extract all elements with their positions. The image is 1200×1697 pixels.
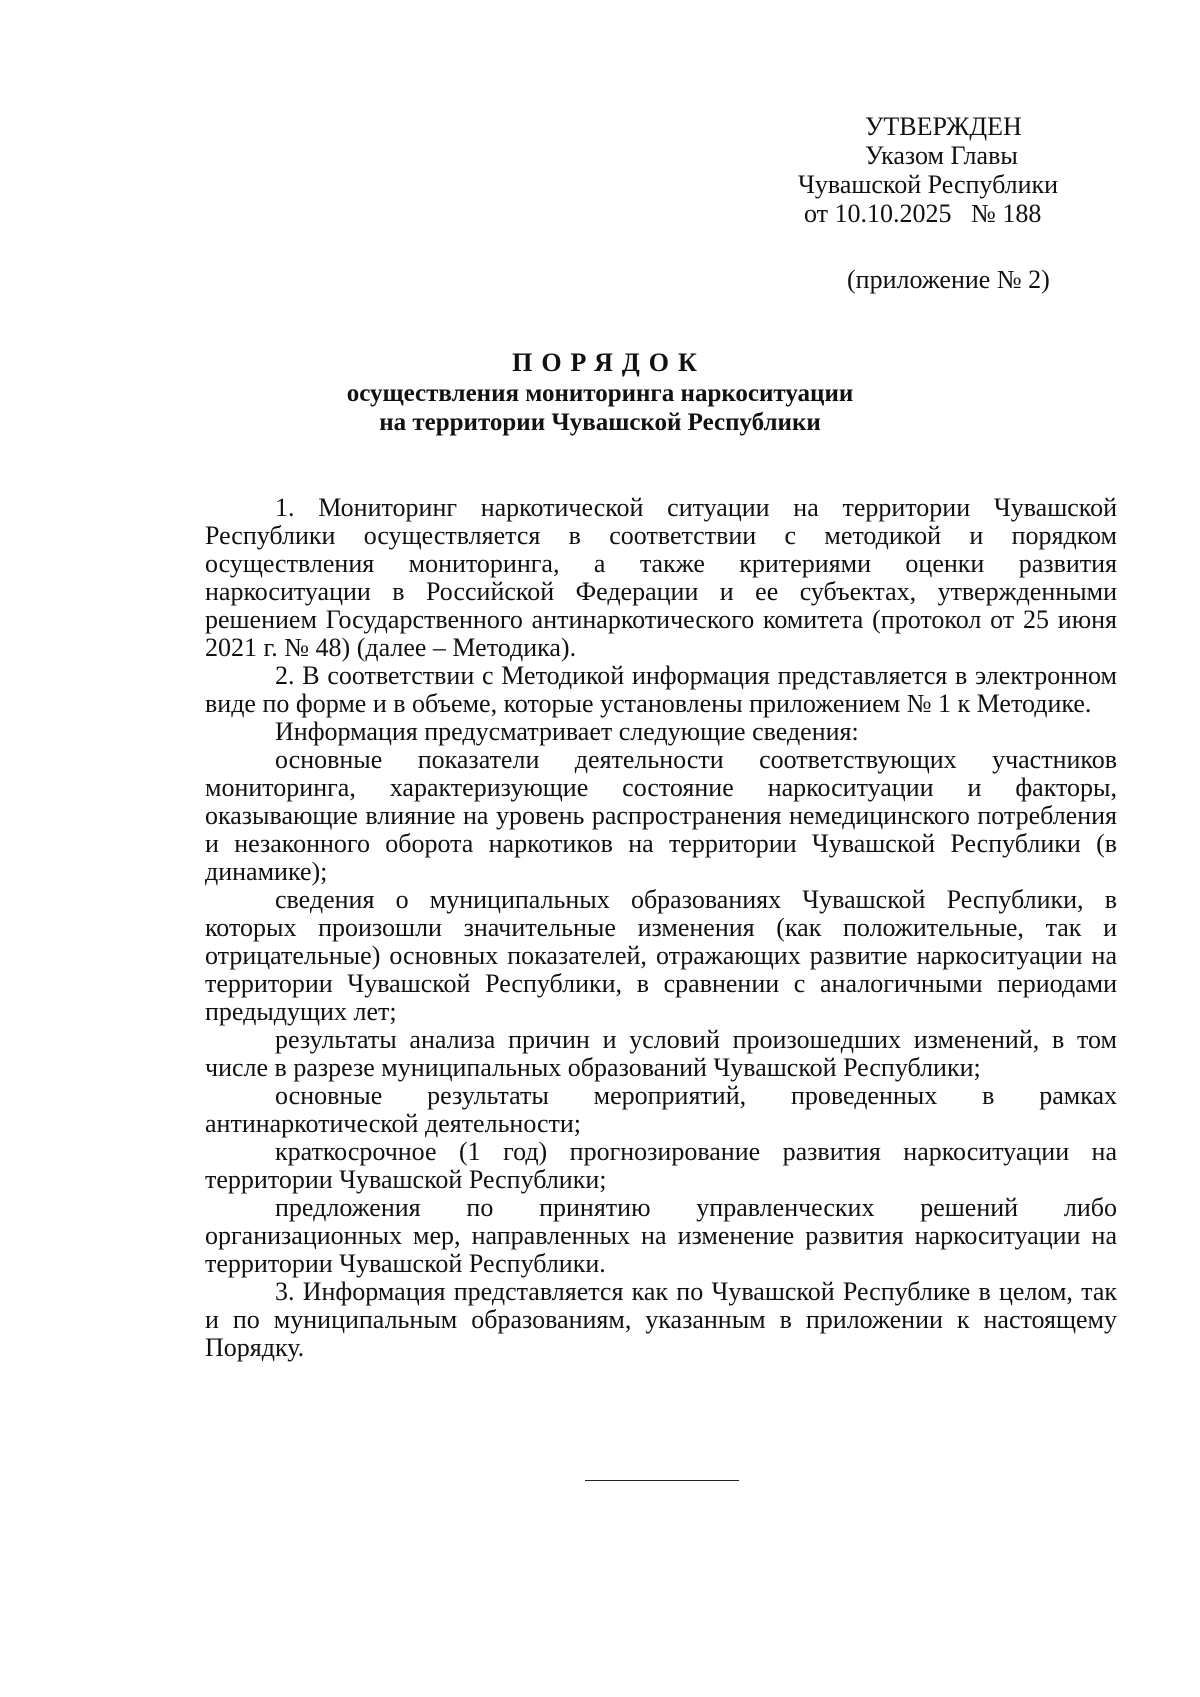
approval-date-number: от 10.10.2025 № 188	[804, 199, 1042, 228]
approval-authority: Указом Главы	[865, 141, 1018, 170]
list-item: основные показатели деятельности соответствующих участников мониторинга, характеризующие состояние наркоситуации и факторы, оказывающие влияние на уровень распространения немедицинского потребления и незаконного оборота наркотиков на территории Чувашской Республики (в динамике);	[205, 745, 1117, 886]
paragraph-1: 1. Мониторинг наркотической ситуации на территории Чувашской Республики осуществляется в соответствии с методикой и порядком осуществления мониторинга, а также критериями оценки развития наркоситуации в Российской Федерации и ее субъектах, утвержденными решением Государственного антинаркотического комитета (протокол от 25 июня 2021 г. № 48) (далее – Методика).	[205, 493, 1117, 662]
paragraph-2: 2. В соответствии с Методикой информация представляется в электронном виде по форме и в объеме, которые установлены приложением № 1 к Методике.	[205, 661, 1117, 718]
document-title-block	[0, 347, 1200, 437]
approval-status: УТВЕРЖДЕН	[865, 112, 1022, 141]
document-subtitle-line-1: осуществления мониторинга наркоситуации	[346, 380, 854, 407]
approval-region: Чувашской Республики	[798, 170, 1059, 199]
list-item: краткосрочное (1 год) прогнозирование развития наркоситуации на территории Чувашской Республики;	[205, 1137, 1117, 1194]
end-separator-line	[585, 1480, 739, 1481]
paragraph-info-intro: Информация предусматривает следующие сведения:	[275, 717, 859, 746]
document-subtitle-line-2: на территории Чувашской Республики	[379, 409, 821, 436]
approval-stamp-block	[780, 112, 1110, 228]
document-body	[205, 494, 1117, 1362]
list-item: основные результаты мероприятий, проведенных в рамках антинаркотической деятельности;	[205, 1081, 1117, 1138]
list-item: результаты анализа причин и условий произошедших изменений, в том числе в разрезе муниципальных образований Чувашской Республики;	[205, 1025, 1117, 1082]
document-title: ПОРЯДОК	[512, 348, 706, 377]
appendix-note: (приложение № 2)	[847, 265, 1050, 294]
paragraph-3: 3. Информация представляется как по Чувашской Республике в целом, так и по муниципальным образованиям, указанным в приложении к настоящему Порядку.	[205, 1277, 1117, 1362]
list-item: предложения по принятию управленческих решений либо организационных мер, направленных на изменение развития наркоситуации на территории Чувашской Республики.	[205, 1193, 1117, 1278]
list-item: сведения о муниципальных образованиях Чувашской Республики, в которых произошли значительные изменения (как положительные, так и отрицательные) основных показателей, отражающих развитие наркоситуации на территории Чувашской Республики, в сравнении с аналогичными периодами предыдущих лет;	[205, 885, 1117, 1026]
